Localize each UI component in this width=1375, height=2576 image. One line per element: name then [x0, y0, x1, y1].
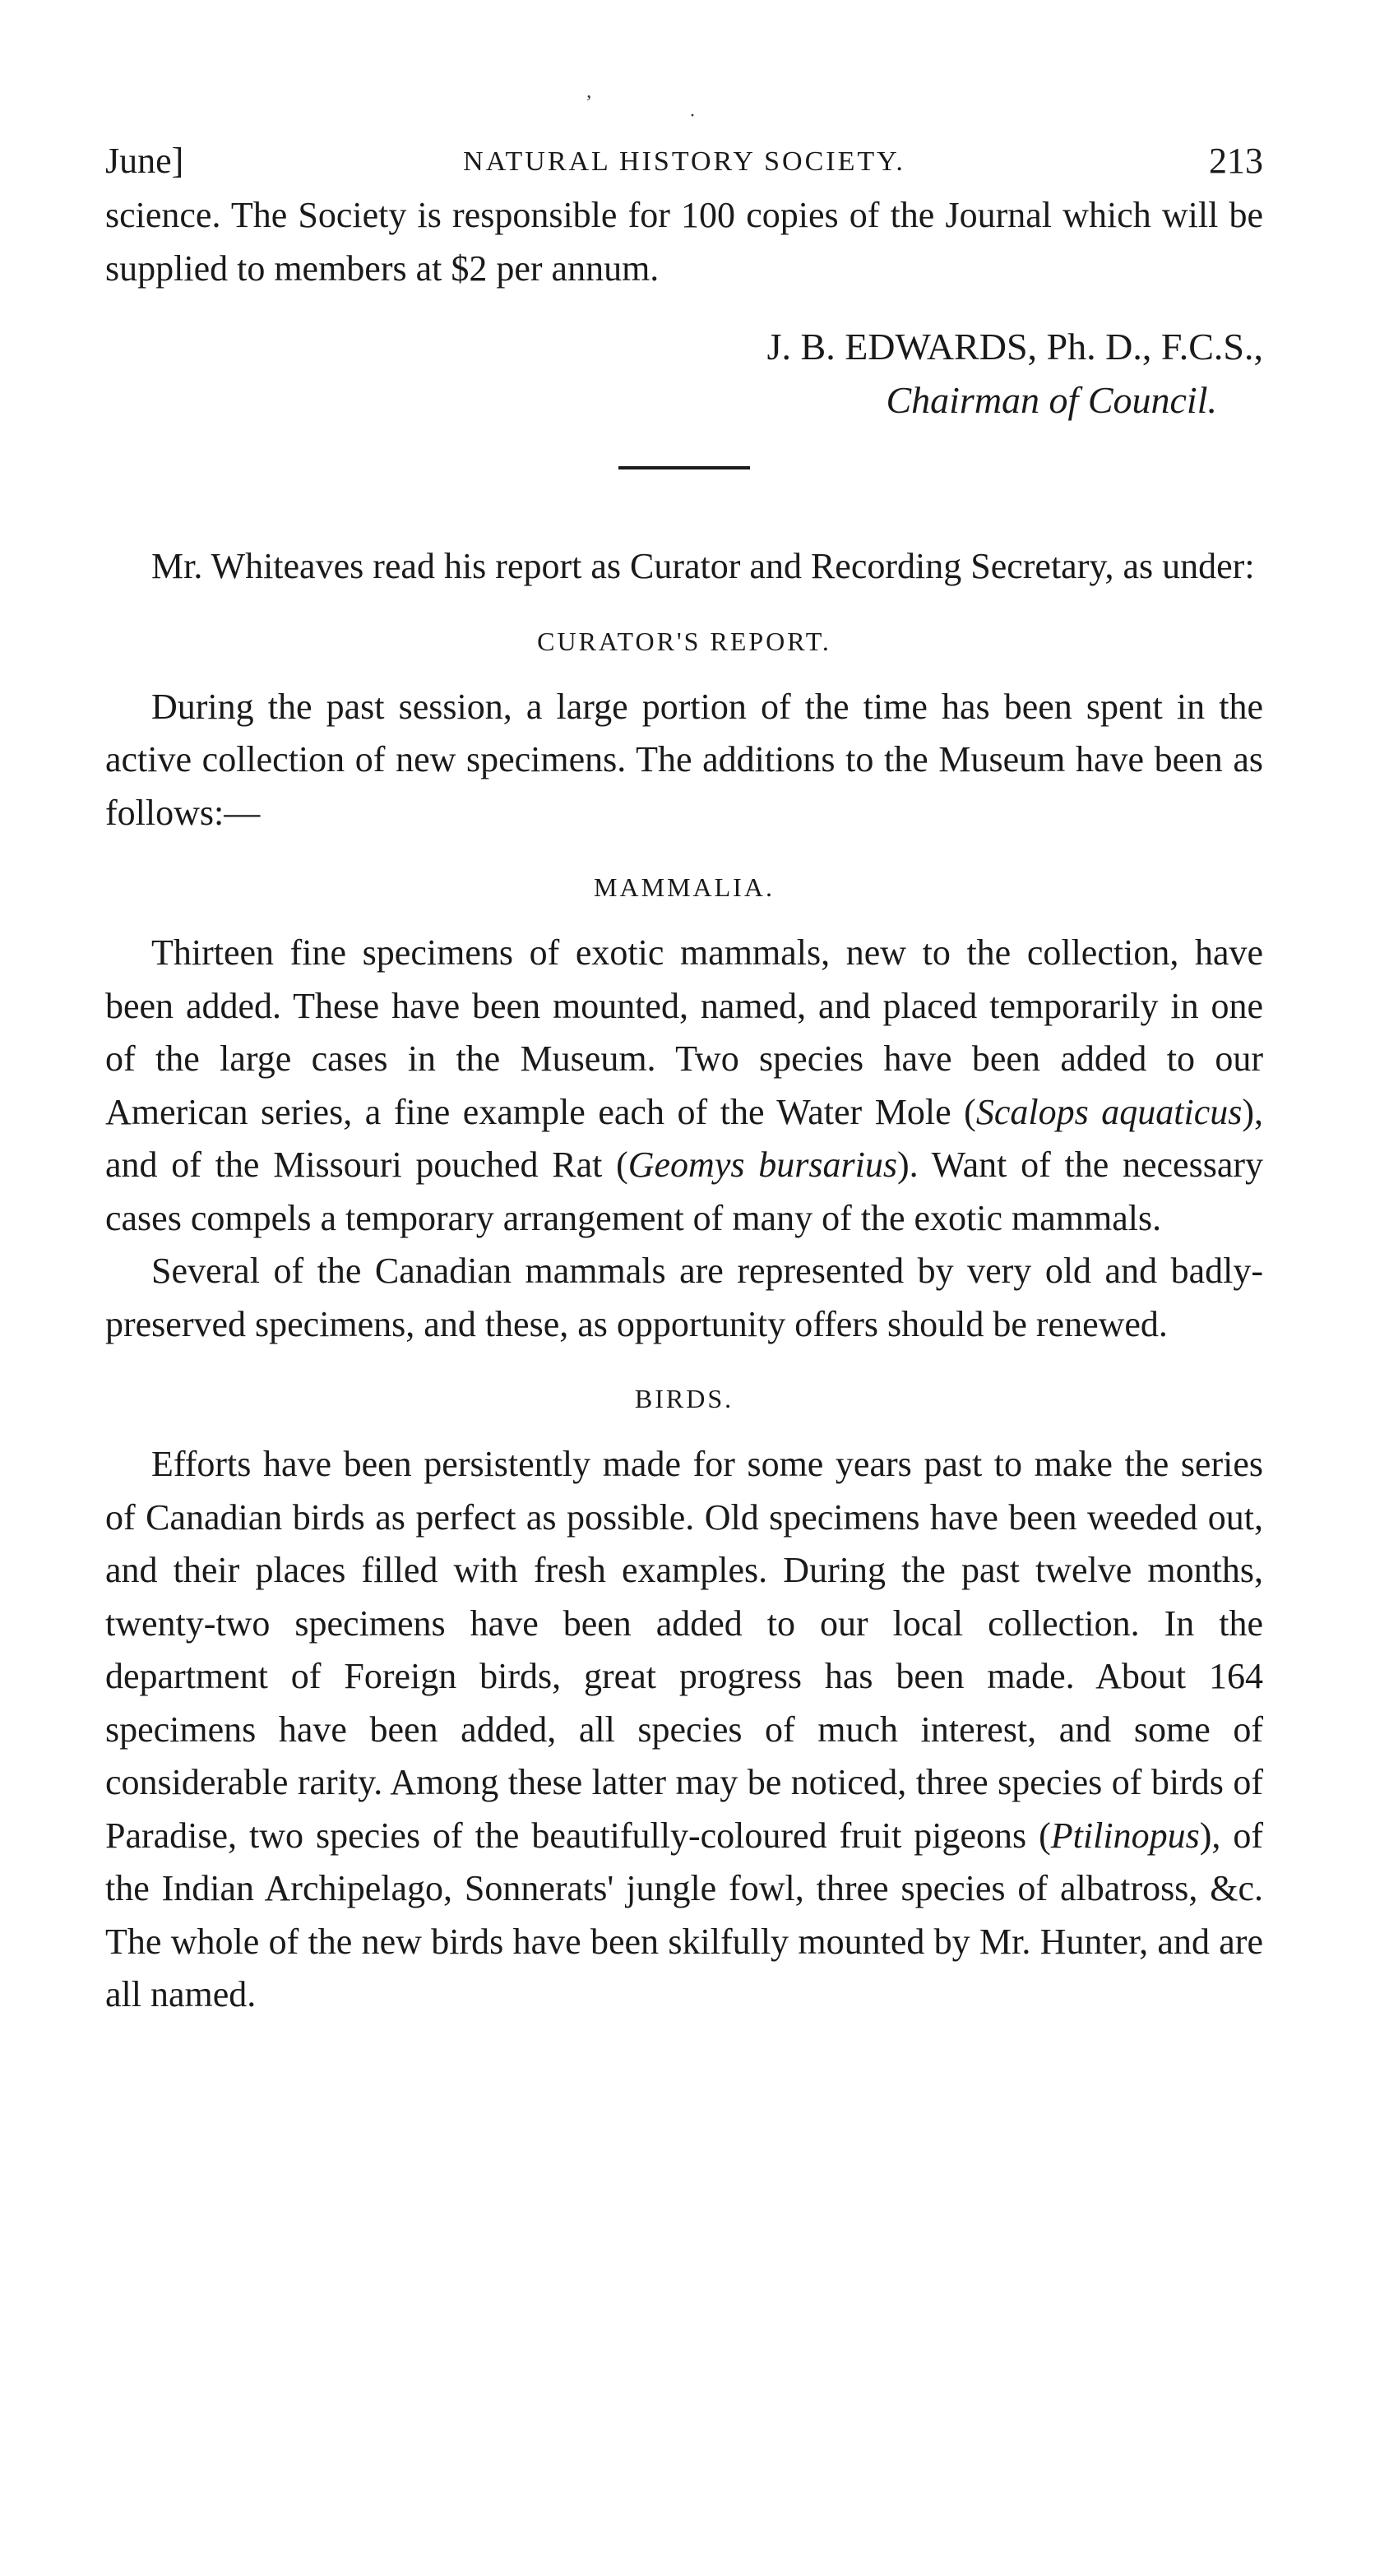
mammalia-paragraph-2: Several of the Canadian mammals are represented by very old and badly-preserved specimens, and these, as opportunity offers should be renewed.	[105, 1251, 1263, 1344]
birds-paragraph	[105, 1438, 1263, 2022]
signature-name: J. B. EDWARDS, Ph. D., F.C.S.,	[766, 326, 1263, 368]
genus-name-ptilinopus: Ptilinopus	[1050, 1815, 1200, 1856]
birds-text-1: Efforts have been persistently made for some years past to make the series of Canadian birds as perfect as possible. Old specimens have been weeded out, and their places filled with fresh examples. During the past twelve months, twenty-two specimens have been added to our local collection. In the department of Foreign birds, great progress has been made. About 164 specimens have been added, all species of much interest, and some of considerable rarity. Among these latter may be noticed, three species of birds of Paradise, two species of the beautifully-coloured fruit pigeons (	[105, 1444, 1263, 1856]
running-head	[105, 123, 1263, 189]
signature-title: Chairman of Council.	[886, 379, 1217, 421]
intro-paragraph: science. The Society is responsible for 100 copies of the Journal which will be supplied to members at $2 per annum.	[105, 195, 1263, 289]
curators-report-heading: CURATOR'S REPORT.	[537, 626, 831, 656]
section-divider	[618, 466, 750, 469]
whiteaves-paragraph: Mr. Whiteaves read his report as Curator and Recording Secretary, as under:	[151, 546, 1255, 586]
mammalia-text-2: ), and of the Missouri pouched Rat (	[105, 1091, 1263, 1185]
species-name-geomys: Geomys bursarius	[627, 1145, 897, 1185]
book-page	[105, 123, 1263, 2022]
page-number: 213	[1209, 141, 1263, 181]
mammalia-heading: MAMMALIA.	[594, 872, 775, 902]
birds-text-2: ), of the Indian Archipelago, Sonnerats' jungle fowl, three species of albatross, &c. The whole of the new birds have been skilfully mounted by Mr. Hunter, and are all named.	[105, 1815, 1263, 2014]
birds-heading: BIRDS.	[634, 1384, 734, 1413]
running-head-title: NATURAL HISTORY SOCIETY.	[463, 146, 905, 177]
running-head-month: June]	[105, 141, 184, 181]
mammalia-text-1: Thirteen fine specimens of exotic mammals, new to the collection, have been added. These have been mounted, named, and placed temporarily in one of the large cases in the Museum. Two species have been added to our American series, a fine example each of the Water Mole (	[105, 932, 1263, 1132]
mammalia-paragraph-1	[105, 927, 1263, 1245]
stray-mark-top: ʼ	[586, 92, 592, 113]
mammalia-text-3: ). Want of the necessary cases compels a temporary arrangement of many of the exotic mammals.	[105, 1145, 1264, 1238]
species-name-scalops: Scalops aquaticus	[975, 1091, 1243, 1132]
stray-mark-top-dot: ·	[689, 105, 696, 127]
curators-report-paragraph: During the past session, a large portion of the time has been spent in the active collection of new specimens. The additions to the Museum have been as follows:—	[105, 686, 1263, 833]
